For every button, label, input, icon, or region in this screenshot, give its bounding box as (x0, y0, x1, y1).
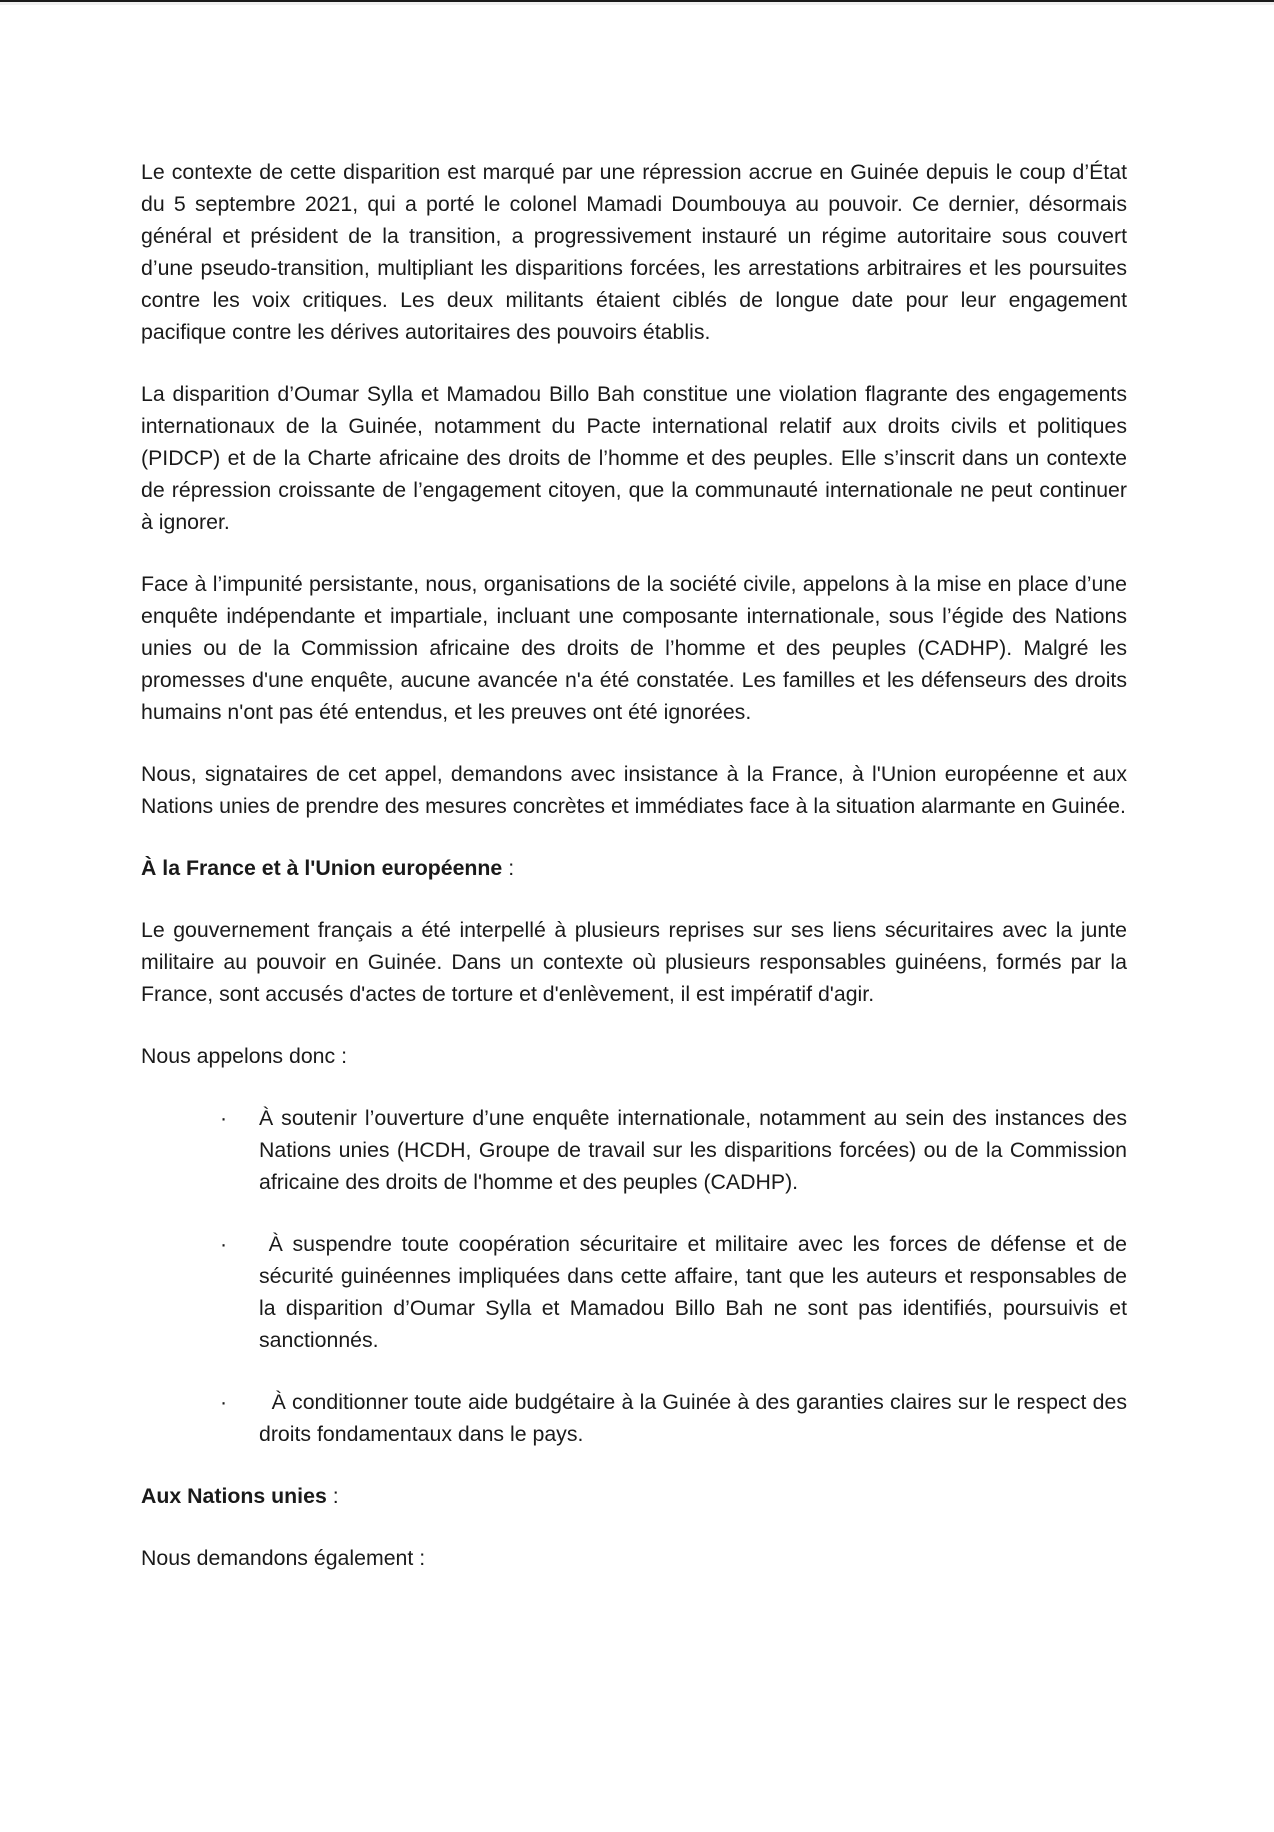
window-top-edge-shadow (0, 2, 1274, 5)
lead-in-france-eu: Nous appelons donc : (141, 1044, 348, 1068)
list-item-text: À soutenir l’ouverture d’une enquête internationale, notamment au sein des instances des Nations unies (HCDH, Groupe de travail sur les disparitions forcées) ou de la Commission africaine des droits de l'homme et des peuples (CADHP). (259, 1106, 1127, 1194)
list-item (141, 1228, 1133, 1356)
paragraph-context: Le contexte de cette disparition est marqué par une répression accrue en Guinée depuis le coup d’État du 5 septembre 2021, qui a porté le colonel Mamadi Doumbouya au pouvoir. Ce dernier, désormais général et président de la transition, a progressivement instauré un régime autoritaire sous couvert d’une pseudo-transition, multipliant les disparitions forcées, les arrestations arbitraires et les poursuites contre les voix critiques. Les deux militants étaient ciblés de longue date pour leur engagement pacifique contre les dérives autoritaires des pouvoirs établis. (141, 160, 1127, 344)
list-item (141, 1102, 1127, 1198)
paragraph-signatories: Nous, signataires de cet appel, demandons avec insistance à la France, à l'Union européenne et aux Nations unies de prendre des mesures concrètes et immédiates face à la situation alarmante en Guinée. (141, 762, 1127, 818)
bullet-dot-icon: · (220, 1232, 228, 1256)
paragraph-violation: La disparition d’Oumar Sylla et Mamadou Billo Bah constitue une violation flagrante des engagements internationaux de la Guinée, notamment du Pacte international relatif aux droits civils et politiques (PIDCP) et de la Charte africaine des droits de l’homme et des peuples. Elle s’inscrit dans un contexte de répression croissante de l’engagement citoyen, que la communauté internationale ne peut continuer à ignorer. (141, 382, 1127, 534)
paragraph-france-security-ties: Le gouvernement français a été interpellé à plusieurs reprises sur ses liens sécuritaires avec la junte militaire au pouvoir en Guinée. Dans un contexte où plusieurs responsables guinéens, formés par la France, sont accusés d'actes de torture et d'enlèvement, il est impératif d'agir. (141, 918, 1127, 1006)
lead-in-un: Nous demandons également : (141, 1546, 426, 1570)
document-page (141, 156, 1133, 1604)
demands-list-france-eu (141, 1102, 1133, 1450)
list-item (141, 1386, 1133, 1450)
paragraph-impunity: Face à l’impunité persistante, nous, organisations de la société civile, appelons à la mise en place d’une enquête indépendante et impartiale, incluant une composante internationale, sous l’égide des Nations unies ou de la Commission africaine des droits de l’homme et des peuples (CADHP). Malgré les promesses d'une enquête, aucune avancée n'a été constatée. Les familles et les défenseurs des droits humains n'ont pas été entendus, et les preuves ont été ignorées. (141, 572, 1127, 724)
list-item-text: À conditionner toute aide budgétaire à la Guinée à des garanties claires sur le respect des droits fondamentaux dans le pays. (259, 1390, 1133, 1446)
bullet-dot-icon: · (220, 1390, 228, 1414)
section-heading-france-eu-title: À la France et à l'Union européenne (141, 856, 503, 880)
bullet-dot-icon: · (220, 1106, 228, 1130)
section-heading-un (141, 1480, 1127, 1512)
section-heading-un-colon: : (326, 1484, 339, 1508)
list-item-text: À suspendre toute coopération sécuritaire et militaire avec les forces de défense et de sécurité guinéennes impliquées dans cette affaire, tant que les auteurs et responsables de la disparition d’Oumar Sylla et Mamadou Billo Bah ne sont pas identifiés, poursuivis et sanctionnés. (259, 1232, 1133, 1352)
section-heading-un-title: Aux Nations unies (141, 1484, 327, 1508)
section-heading-france-eu (141, 852, 1127, 884)
section-heading-france-eu-colon: : (502, 856, 515, 880)
